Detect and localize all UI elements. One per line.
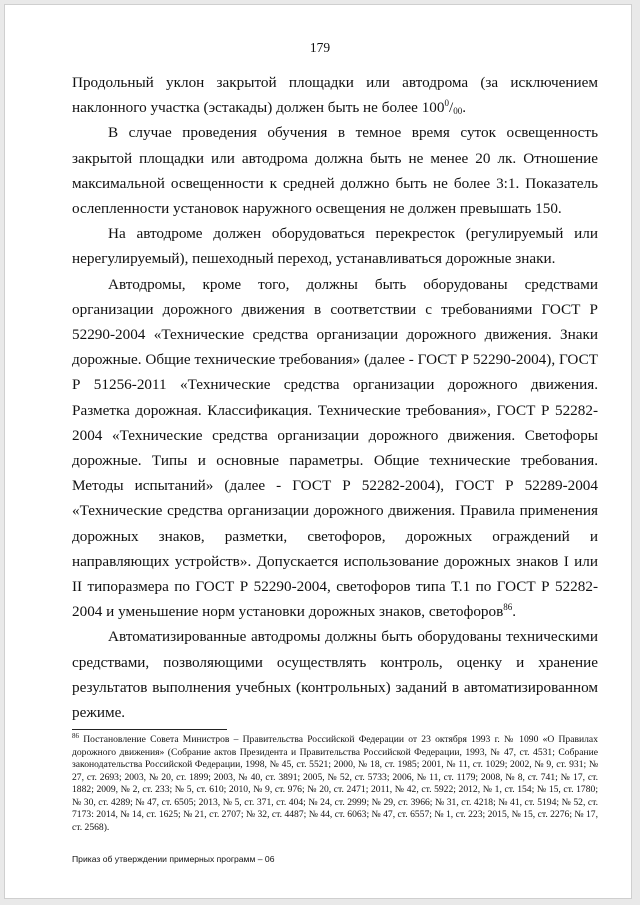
paragraph-gost-end: . xyxy=(512,603,517,621)
page-footer: Приказ об утверждении примерных программ – 06 xyxy=(72,854,275,864)
page-number: 179 xyxy=(309,40,331,55)
footnote xyxy=(72,734,598,834)
paragraph-automated: Автоматизированные автодромы должны быть оборудованы техническими средствами, позволяющими осуществлять контроль, оценку и хранение результатов выполнения учебных (контрольных) заданий в автоматизированном режиме. xyxy=(72,628,598,722)
slope-unit-sub: 00 xyxy=(453,106,463,117)
paragraph-lighting: В случае проведения обучения в темное время суток освещенность закрытой площадки или автодрома должна быть не менее 20 лк. Отношение максимальной освещенности к средней должно быть не более 3:1. Показатель ослепленности установок наружного освещения не должен превышать 150. xyxy=(72,124,598,218)
body-text xyxy=(72,70,598,725)
footnote-number: 86 xyxy=(72,732,79,740)
slope-unit-sup: 0 xyxy=(444,98,449,109)
paragraph-slope-end: . xyxy=(462,99,467,117)
footnote-divider xyxy=(72,729,227,730)
paragraph-slope: Продольный уклон закрытой площадки или автодрома (за исключением наклонного участка (эстакады) должен быть не более $100^0/_{00}$. xyxy=(72,74,598,117)
paragraph-slope-text: Продольный уклон закрытой площадки или автодрома (за исключением наклонного участка (эстакады) должен быть не более 100 xyxy=(72,74,598,117)
paragraph-gost-text: Автодромы, кроме того, должны быть оборудованы средствами организации дорожного движения в соответствии с требованиями ГОСТ Р 52290-2004 «Технические средства организации дорожного движения. Знаки дорожные. Общие технические требования» (далее - ГОСТ Р 52290-2004), ГОСТ Р 51256-2011 «Технические средства организации дорожного движения. Разметка дорожная. Классификация. Технические требования», ГОСТ Р 52282-2004 «Технические средства организации дорожного движения. Светофоры дорожные. Типы и основные параметры. Общие технические требования. Методы испытаний» (далее - ГОСТ Р 52282-2004), ГОСТ Р 52289-2004 «Технические средства организации дорожного движения. Правила применения дорожных знаков, разметки, светофоров, дорожных ограждений и направляющих устройств». Допускается использование дорожных знаков I или II типоразмера по ГОСТ Р 52290-2004, светофоров типа Т.1 по ГОСТ Р 52282-2004 и уменьшение норм установки дорожных знаков, светофоров xyxy=(72,275,598,621)
paragraph-intersection: На автодроме должен оборудоваться перекресток (регулируемый или нерегулируемый), пешеходный переход, устанавливаться дорожные знаки. xyxy=(72,225,598,268)
footnote-reference: 86 xyxy=(503,602,513,613)
footnote-text: Постановление Совета Министров – Правительства Российской Федерации от 23 октября 1993 г. № 1090 «О Правилах дорожного движения» (Собрание актов Президента и Правительства Российской Федерации, 1993, № 47, ст. 4531; Собрание законодательства Российской Федерации, 1998, № 45, ст. 5521; 2000, № 18, ст. 1985; 2001, № 11, ст. 1029; 2002, № 9, ст. 931; № 27, ст. 2693; 2003, № 20, ст. 1899; 2003, № 40, ст. 3891; 2005, № 52, ст. 5733; 2006, № 11, ст. 1179; 2008, № 8, ст. 741; № 17, ст. 1882; 2009, № 2, ст. 233; № 5, ст. 610; 2010, № 9, ст. 976; № 20, ст. 2471; 2011, № 42, ст. 5922; 2012, № 1, ст. 154; № 15, ст. 1780; № 30, ст. 4289; № 47, ст. 6505; 2013, № 5, ст. 371, ст. 404; № 24, ст. 2999; № 29, ст. 3966; № 31, ст. 4218; № 41, ст. 5194; № 52, ст. 7173: 2014, № 14, ст. 1625; № 21, ст. 2707; № 32, ст. 4487; № 44, ст. 6063; № 47, ст. 6557; № 1, ст. 223; 2015, № 15, ст. 2276; № 17, ст. 2568). xyxy=(72,734,598,833)
paragraph-gost xyxy=(72,272,598,625)
